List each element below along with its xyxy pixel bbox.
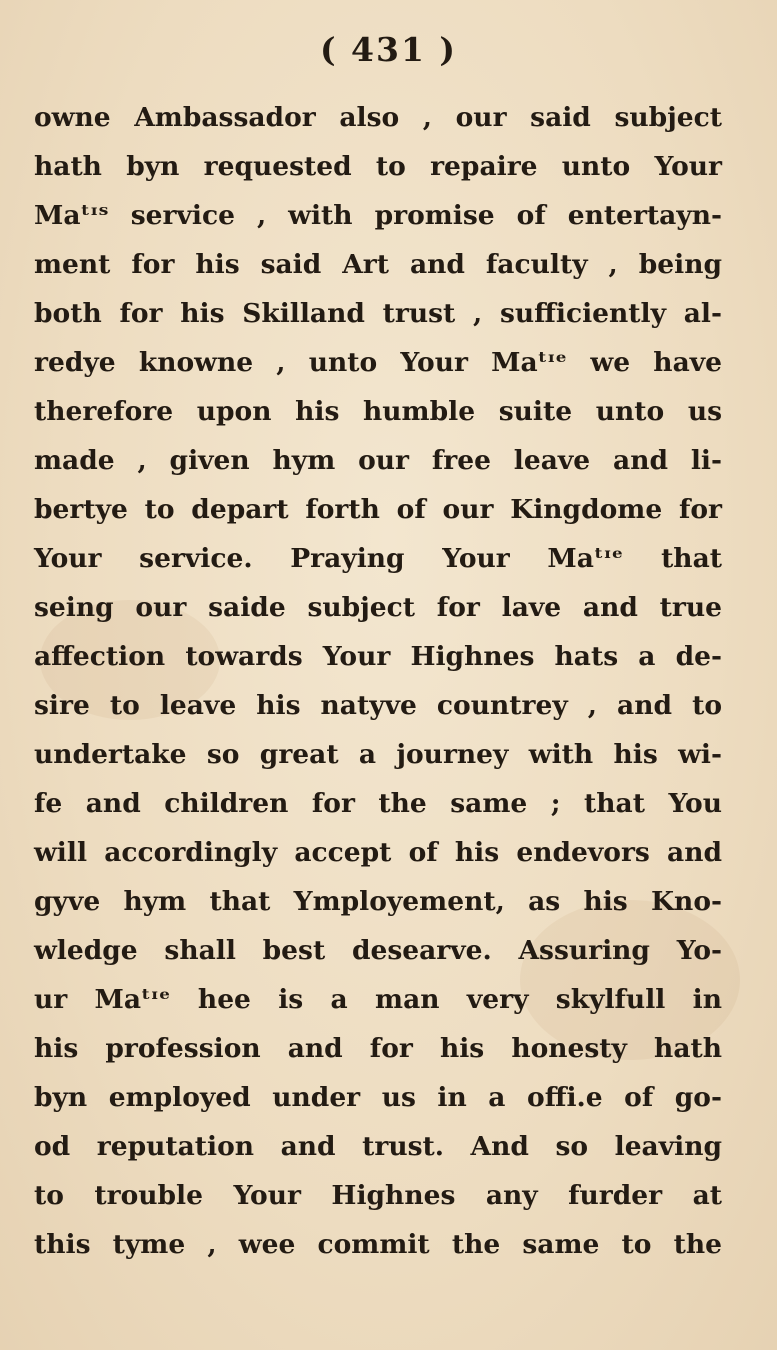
text-line: redye knowne , unto Your Maᵗᶦᵉ we have — [34, 347, 722, 378]
text-line: ur Maᵗᶦᵉ hee is a man very skylfull in — [34, 984, 722, 1015]
body-text — [34, 93, 722, 1269]
text-line: bertye to depart forth of our Kingdome for — [34, 494, 722, 525]
text-line: both for his Skilland trust , sufficiently al- — [34, 298, 722, 329]
text-line: affection towards Your Highnes hats a de- — [34, 641, 722, 672]
text-line: seing our saide subject for lave and true — [34, 592, 722, 623]
text-line: Maᵗᶦˢ service , with promise of entertayn- — [34, 200, 722, 231]
text-line: undertake so great a journey with his wi- — [34, 739, 722, 770]
text-line: fe and children for the same ; that You — [34, 788, 722, 819]
text-line: byn employed under us in a offi.e of go- — [34, 1082, 722, 1113]
text-line: owne Ambassador also , our said subject — [34, 102, 722, 133]
text-line: will accordingly accept of his endevors and — [34, 837, 722, 868]
text-line: od reputation and trust. And so leaving — [34, 1131, 722, 1162]
text-line: hath byn requested to repaire unto Your — [34, 151, 722, 182]
text-line: made , given hym our free leave and li- — [34, 445, 722, 476]
text-line: gyve hym that Ymployement, as his Kno- — [34, 886, 722, 917]
text-line: Your service. Praying Your Maᵗᶦᵉ that — [34, 543, 722, 574]
text-line: to trouble Your Highnes any furder at — [34, 1180, 722, 1211]
text-line: ment for his said Art and faculty , being — [34, 249, 722, 280]
text-line: sire to leave his natyve countrey , and to — [34, 690, 722, 721]
text-line: this tyme , wee commit the same to the — [34, 1229, 722, 1260]
text-line: therefore upon his humble suite unto us — [34, 396, 722, 427]
page-number: ( 431 ) — [319, 30, 458, 69]
text-line: wledge shall best desearve. Assuring Yo- — [34, 935, 722, 966]
text-line: his profession and for his honesty hath — [34, 1033, 722, 1064]
